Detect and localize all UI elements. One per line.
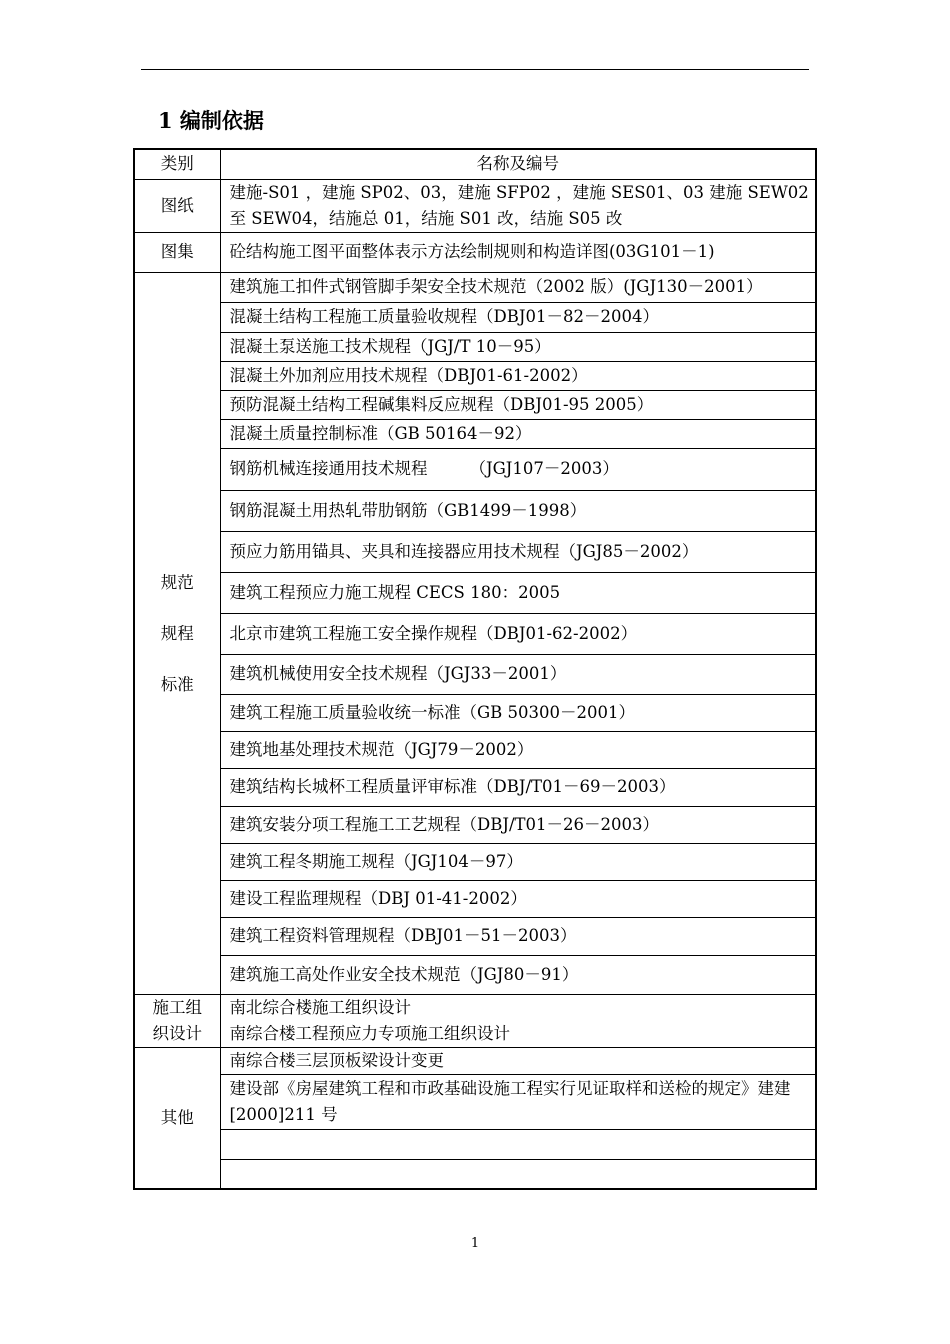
standard-item: 建筑施工高处作业安全技术规范（JGJ80－91）	[220, 955, 816, 994]
category-org-design-line: 施工组	[152, 997, 202, 1017]
standard-item: 建筑结构长城杯工程质量评审标准（DBJ/T01－69－2003）	[220, 768, 816, 806]
basis-table	[133, 148, 817, 1190]
table-row-standard	[134, 490, 816, 531]
standard-item: 建筑工程施工质量验收统一标准（GB 50300－2001）	[220, 694, 816, 731]
standard-item: 建筑安装分项工程施工工艺规程（DBJ/T01－26－2003）	[220, 806, 816, 843]
table-row-other	[134, 1159, 816, 1189]
table-row-standard	[134, 917, 816, 955]
table-row-standard	[134, 419, 816, 448]
category-standards	[134, 272, 220, 994]
category-org-design	[134, 994, 220, 1047]
category-standards-line: 规范	[160, 572, 194, 592]
drawings-item: 建施-S01 ，建施 SP02、03，建施 SFP02 ，建施 SES01、03 建施 SEW02 至 SEW04，结施总 01，结施 S01 改，结施 S05 改	[220, 179, 816, 232]
table-row-other	[134, 1074, 816, 1129]
table-row-standard	[134, 806, 816, 843]
standard-item: 建筑地基处理技术规范（JGJ79－2002）	[220, 731, 816, 768]
table-row-standard	[134, 694, 816, 731]
other-item: 南综合楼三层顶板梁设计变更	[220, 1047, 816, 1074]
table-row-standard	[134, 880, 816, 917]
table-row-standard	[134, 768, 816, 806]
category-drawings: 图纸	[134, 179, 220, 232]
table-row-standard	[134, 955, 816, 994]
section-title: 1 编制依据	[158, 108, 264, 133]
category-org-design-line: 织设计	[152, 1023, 202, 1043]
standard-item: 混凝土结构工程施工质量验收规程（DBJ01－82－2004）	[220, 302, 816, 332]
standard-item: 建设工程监理规程（DBJ 01-41-2002）	[220, 880, 816, 917]
standard-item: 混凝土质量控制标准（GB 50164－92）	[220, 419, 816, 448]
standard-item: 建筑工程冬期施工规程（JGJ104－97）	[220, 843, 816, 880]
table-row-standard	[134, 654, 816, 694]
standard-item: 预防混凝土结构工程碱集料反应规程（DBJ01-95 2005）	[220, 390, 816, 419]
page-number: 1	[470, 1236, 480, 1251]
category-other: 其他	[134, 1047, 220, 1189]
table-row-standard	[134, 531, 816, 572]
header-rule	[141, 69, 809, 70]
category-standards-line: 标准	[160, 674, 194, 694]
table-row-standard	[134, 361, 816, 390]
header-name: 名称及编号	[220, 149, 816, 179]
table-row-standard	[134, 731, 816, 768]
table-header-row	[134, 149, 816, 179]
standard-item: 建筑施工扣件式钢管脚手架安全技术规范（2002 版）(JGJ130－2001）	[220, 272, 816, 302]
atlas-item: 砼结构施工图平面整体表示方法绘制规则和构造详图(03G101－1)	[220, 232, 816, 272]
standard-item: 混凝土泵送施工技术规程（JGJ/T 10－95）	[220, 332, 816, 361]
category-standards-line: 规程	[160, 623, 194, 643]
table-row-standard	[134, 572, 816, 613]
standard-item: 钢筋机械连接通用技术规程 （JGJ107－2003）	[220, 448, 816, 490]
table-row-standard	[134, 390, 816, 419]
table-row-standard	[134, 613, 816, 654]
other-item	[220, 1159, 816, 1189]
table-row-drawings	[134, 179, 816, 232]
category-atlas: 图集	[134, 232, 220, 272]
org-design-item: 南北综合楼施工组织设计	[229, 997, 411, 1017]
org-design-item: 南综合楼工程预应力专项施工组织设计	[229, 1023, 510, 1043]
standard-item: 钢筋混凝土用热轧带肋钢筋（GB1499－1998）	[220, 490, 816, 531]
standard-item: 预应力筋用锚具、夹具和连接器应用技术规程（JGJ85－2002）	[220, 531, 816, 572]
table-row-org-design	[134, 994, 816, 1047]
table-row-standard	[134, 448, 816, 490]
table-row-standard	[134, 302, 816, 332]
standard-item: 建筑机械使用安全技术规程（JGJ33－2001）	[220, 654, 816, 694]
standard-item: 北京市建筑工程施工安全操作规程（DBJ01-62-2002）	[220, 613, 816, 654]
table-row-other	[134, 1047, 816, 1074]
table-row-standard	[134, 272, 816, 302]
table-row-standard	[134, 843, 816, 880]
table-row-atlas	[134, 232, 816, 272]
org-design-items	[220, 994, 816, 1047]
table-row-standard	[134, 332, 816, 361]
standard-item: 混凝土外加剂应用技术规程（DBJ01-61-2002）	[220, 361, 816, 390]
header-category: 类别	[134, 149, 220, 179]
other-item: 建设部《房屋建筑工程和市政基础设施工程实行见证取样和送检的规定》建建[2000]211 号	[220, 1074, 816, 1129]
table-row-other	[134, 1129, 816, 1159]
other-item	[220, 1129, 816, 1159]
standard-item: 建筑工程资料管理规程（DBJ01－51－2003）	[220, 917, 816, 955]
standard-item: 建筑工程预应力施工规程 CECS 180：2005	[220, 572, 816, 613]
